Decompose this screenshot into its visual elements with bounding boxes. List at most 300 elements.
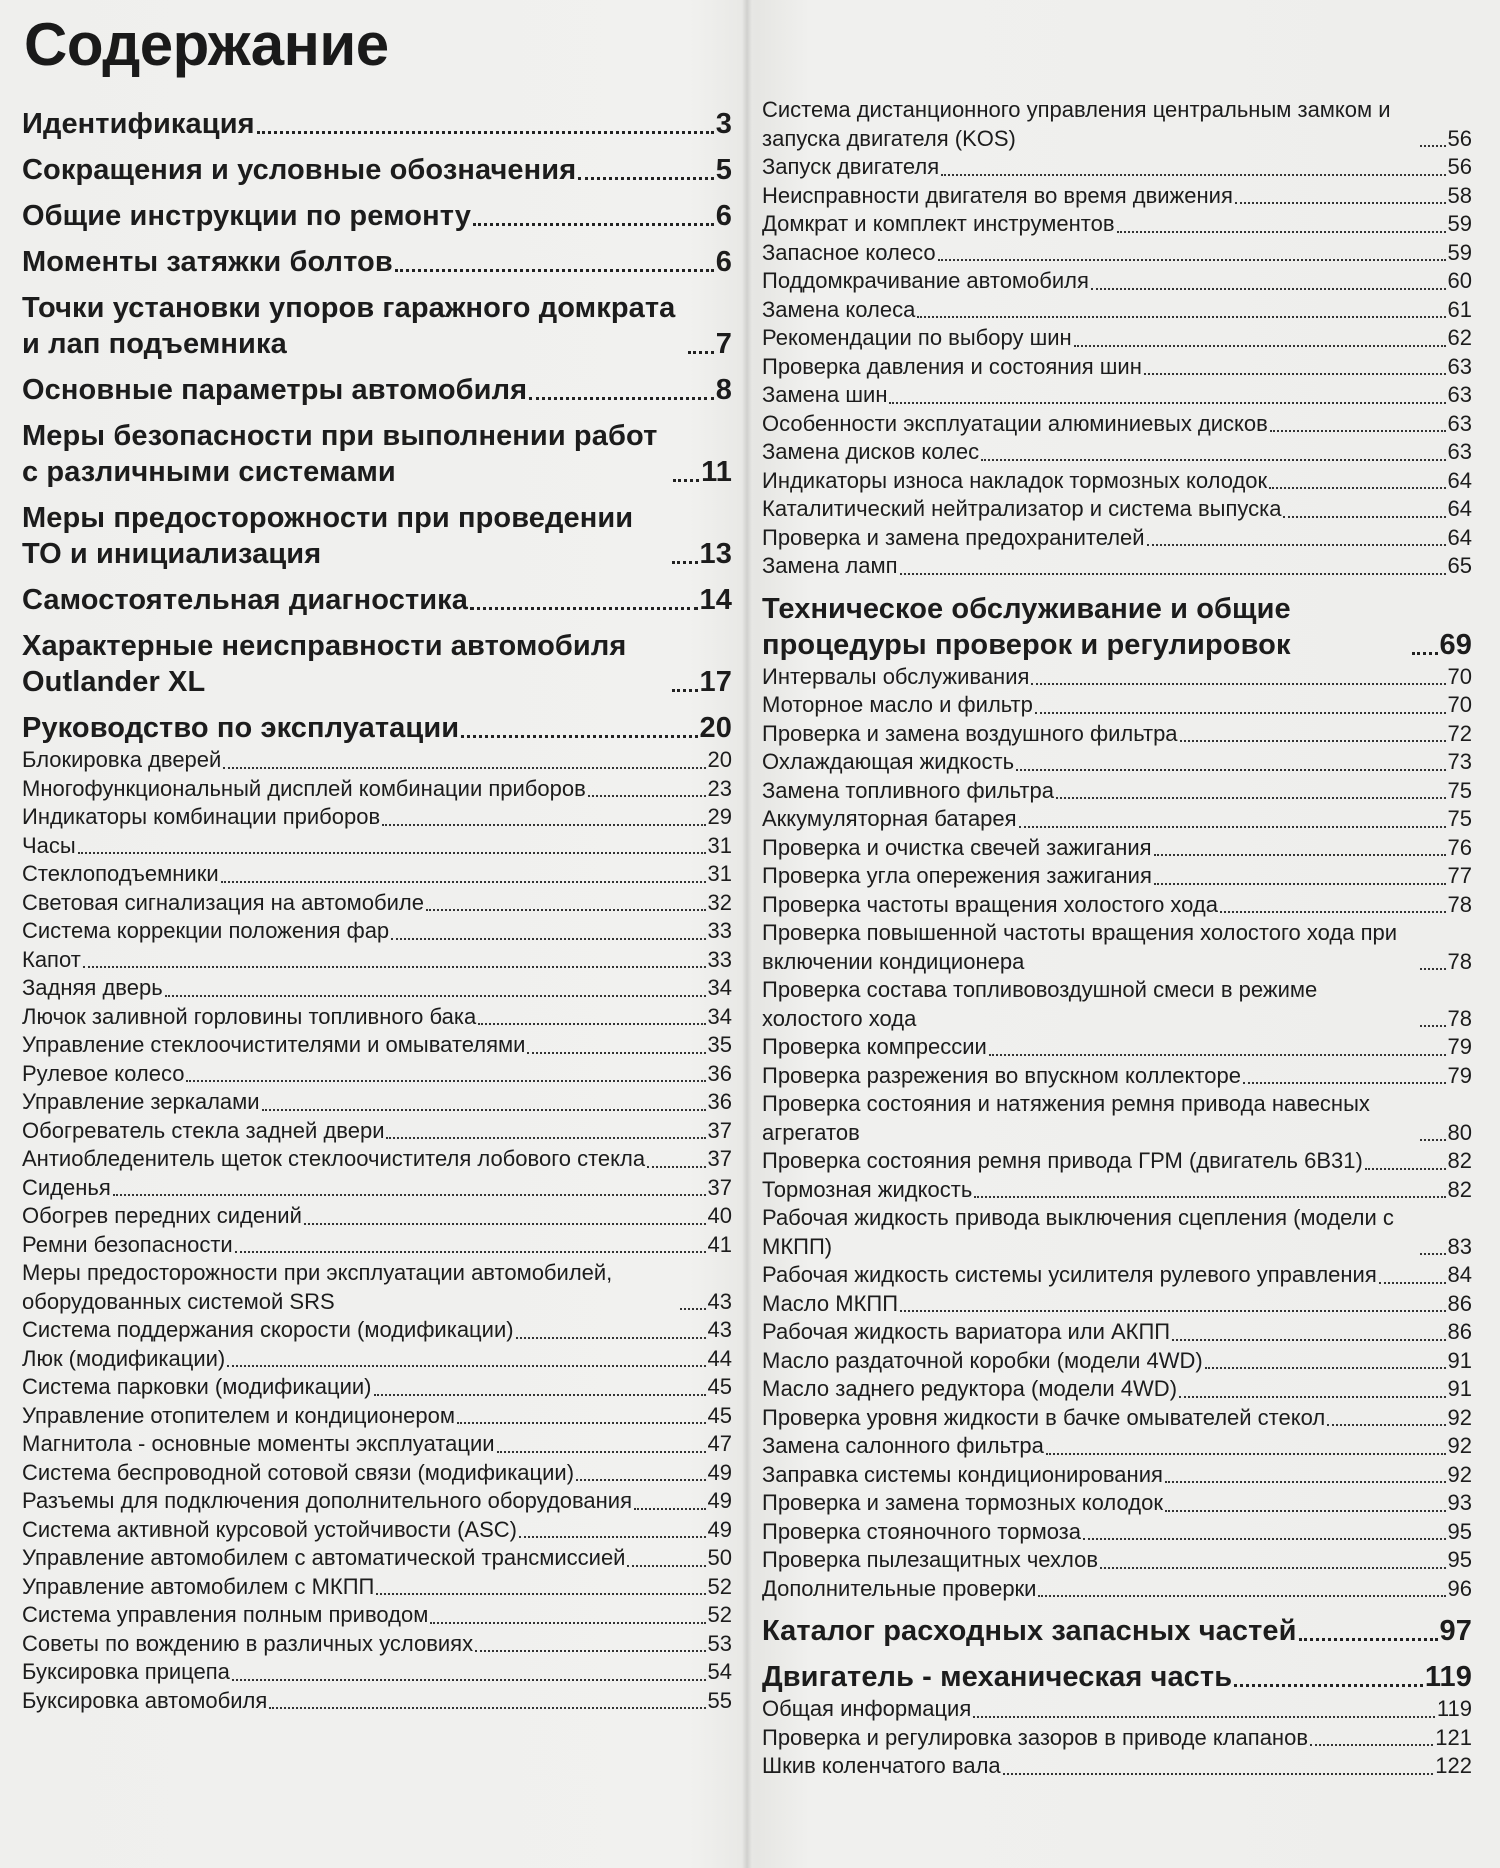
- toc-entry-title: Двигатель - механическая часть: [762, 1661, 1233, 1693]
- toc-page-number: 56: [1447, 125, 1472, 151]
- toc-page-number: 44: [707, 1345, 732, 1371]
- dot-leader: [1234, 1683, 1423, 1687]
- toc-entry-title: Проверка состояния ремня привода ГРМ (двигатель 6B31): [762, 1148, 1363, 1173]
- toc-entry: [22, 889, 732, 918]
- toc-entry-title: Техническое обслуживание и общие процедуры проверок и регулировок: [762, 592, 1291, 661]
- toc-entry-title: Блокировка дверей: [22, 747, 222, 772]
- dot-leader: [1220, 910, 1446, 913]
- toc-page-number: 78: [1447, 1005, 1472, 1031]
- toc-entry: [22, 1430, 732, 1459]
- dot-leader: [1154, 853, 1446, 856]
- toc-entry-title: Советы по вождению в различных условиях: [22, 1630, 474, 1656]
- dot-leader: [1147, 543, 1446, 546]
- toc-entry: [22, 917, 732, 946]
- toc-page-number: 43: [707, 1288, 732, 1314]
- toc-entry-title: Неисправности двигателя во время движения: [762, 182, 1233, 208]
- toc-page-number: 36: [707, 1060, 732, 1086]
- toc-page-number: 52: [707, 1573, 732, 1599]
- dot-leader: [376, 1592, 705, 1595]
- toc-entry-title: Идентификация: [22, 108, 255, 140]
- dot-leader: [1420, 1024, 1446, 1027]
- toc-entry-title: Капот: [22, 946, 81, 972]
- dot-leader: [1172, 1338, 1445, 1341]
- toc-entry: [22, 1630, 732, 1659]
- dot-leader: [973, 1715, 1435, 1718]
- toc-entry: [22, 1373, 732, 1402]
- toc-section-entry: [762, 1659, 1472, 1695]
- toc-entry: [762, 891, 1472, 920]
- toc-entry-title: Замена салонного фильтра: [762, 1433, 1044, 1458]
- page-title: Содержание: [24, 11, 389, 78]
- toc-page-number: 83: [1447, 1233, 1472, 1259]
- toc-page-number: 79: [1447, 1034, 1472, 1059]
- toc-page-number: 96: [1447, 1575, 1472, 1601]
- toc-entry: [762, 1752, 1472, 1781]
- toc-entry-title: Система беспроводной сотовой связи (модификации): [22, 1459, 575, 1485]
- toc-entry: [762, 296, 1472, 325]
- dot-leader: [900, 1309, 1446, 1312]
- dot-leader: [430, 1621, 705, 1624]
- toc-page-number: 17: [699, 666, 732, 698]
- toc-section-entry: [22, 106, 732, 142]
- toc-left-column: [22, 96, 732, 1715]
- toc-entry-title: Замена колеса: [762, 296, 916, 322]
- toc-entry: [762, 691, 1472, 720]
- toc-entry-title: Запасное колесо: [762, 239, 936, 265]
- toc-page-number: 41: [707, 1231, 732, 1257]
- toc-entry-title: Проверка состава топливовоздушной смеси в режиме холостого хода: [762, 977, 1318, 1031]
- toc-page-number: 63: [1447, 353, 1472, 379]
- dot-leader: [519, 1535, 706, 1538]
- toc-page-number: 23: [707, 775, 732, 801]
- toc-page-number: 5: [715, 154, 732, 186]
- toc-entry-title: Замена ламп: [762, 553, 898, 578]
- toc-entry-title: Рабочая жидкость привода выключения сцепления (модели с МКПП): [762, 1205, 1394, 1259]
- dot-leader: [680, 1307, 706, 1310]
- toc-entry: [762, 381, 1472, 410]
- toc-page-number: 59: [1447, 211, 1472, 236]
- dot-leader: [83, 965, 706, 968]
- toc-entry-title: Проверка разрежения во впускном коллекторе: [762, 1062, 1241, 1088]
- dot-leader: [1038, 1594, 1445, 1597]
- dot-leader: [1154, 882, 1446, 885]
- toc-entry: [762, 1176, 1472, 1205]
- dot-leader: [232, 1678, 706, 1681]
- toc-entry: [762, 495, 1472, 524]
- toc-entry-title: Интервалы обслуживания: [762, 663, 1030, 689]
- dot-leader: [588, 794, 706, 797]
- dot-leader: [634, 1507, 706, 1510]
- toc-section-entry: [762, 591, 1472, 663]
- dot-leader: [647, 1165, 705, 1168]
- toc-entry: [22, 1487, 732, 1516]
- toc-entry: [22, 1003, 732, 1032]
- dot-leader: [1100, 1566, 1445, 1569]
- dot-leader: [1299, 1637, 1438, 1641]
- toc-entry-title: Проверка и очистка свечей зажигания: [762, 834, 1152, 860]
- toc-page-number: 50: [707, 1545, 732, 1570]
- toc-entry: [762, 1204, 1472, 1261]
- toc-entry: [22, 775, 732, 804]
- toc-entry-title: Основные параметры автомобиля: [22, 374, 528, 406]
- toc-section-entry: [22, 582, 732, 618]
- dot-leader: [470, 606, 698, 610]
- toc-entry: [762, 1318, 1472, 1347]
- toc-page-number: 32: [707, 889, 732, 915]
- toc-entry-title: Аккумуляторная батарея: [762, 806, 1017, 831]
- toc-entry-title: Рабочая жидкость вариатора или АКПП: [762, 1319, 1171, 1344]
- dot-leader: [1165, 1480, 1446, 1483]
- dot-leader: [1205, 1366, 1446, 1369]
- dot-leader: [672, 560, 698, 564]
- toc-entry-title: Магнитола - основные моменты эксплуатации: [22, 1431, 495, 1456]
- toc-page-number: 91: [1447, 1376, 1472, 1401]
- toc-entry: [22, 1544, 732, 1573]
- toc-entry: [762, 834, 1472, 863]
- toc-page-number: 33: [707, 918, 732, 943]
- toc-entry: [762, 805, 1472, 834]
- dot-leader: [223, 766, 705, 769]
- toc-page-number: 78: [1447, 948, 1472, 974]
- toc-entry: [762, 524, 1472, 553]
- dot-leader: [1083, 1537, 1446, 1540]
- toc-page-number: 75: [1447, 777, 1472, 803]
- dot-leader: [113, 1193, 706, 1196]
- toc-entry: [22, 1316, 732, 1345]
- toc-entry-title: Рекомендации по выбору шин: [762, 325, 1072, 350]
- toc-entry: [762, 552, 1472, 581]
- toc-entry-title: Проверка и регулировка зазоров в приводе клапанов: [762, 1724, 1309, 1750]
- dot-leader: [426, 908, 706, 911]
- toc-entry-title: Меры безопасности при выполнении работ с различными системами: [22, 420, 658, 488]
- toc-entry-title: Индикаторы комбинации приборов: [22, 804, 381, 829]
- toc-page-number: 37: [707, 1117, 732, 1143]
- toc-entry-title: Система управления полным приводом: [22, 1602, 429, 1627]
- toc-entry: [762, 1461, 1472, 1490]
- toc-section-entry: [22, 628, 732, 700]
- toc-entry-title: Замена шин: [762, 382, 888, 407]
- dot-leader: [1046, 1452, 1446, 1455]
- toc-page-number: 63: [1447, 382, 1472, 407]
- toc-entry: [762, 976, 1472, 1033]
- toc-entry: [762, 239, 1472, 268]
- toc-entry: [22, 1459, 732, 1488]
- dot-leader: [304, 1222, 706, 1225]
- toc-entry-title: Антиобледенитель щеток стеклоочистителя лобового стекла: [22, 1146, 646, 1171]
- toc-page-number: 20: [707, 747, 732, 772]
- dot-leader: [461, 734, 697, 738]
- dot-leader: [227, 1364, 705, 1367]
- toc-entry-title: Проверка компрессии: [762, 1034, 987, 1059]
- toc-page-number: 52: [707, 1602, 732, 1627]
- dot-leader: [386, 1136, 705, 1139]
- toc-entry-title: Управление автомобилем с МКПП: [22, 1573, 375, 1599]
- toc-entry-title: Рабочая жидкость системы усилителя рулевого управления: [762, 1262, 1377, 1287]
- toc-entry: [762, 410, 1472, 439]
- toc-page-number: 70: [1447, 663, 1472, 689]
- toc-page-number: 29: [707, 804, 732, 829]
- toc-page-number: 63: [1447, 410, 1472, 436]
- dot-leader: [269, 1706, 705, 1709]
- toc-section-entry: [22, 290, 732, 362]
- toc-page-number: 75: [1447, 806, 1472, 831]
- toc-page-number: 119: [1424, 1661, 1472, 1693]
- toc-entry-title: Система поддержания скорости (модификации): [22, 1317, 514, 1342]
- toc-page-number: 79: [1447, 1062, 1472, 1088]
- toc-page-number: 122: [1435, 1753, 1472, 1778]
- dot-leader: [1180, 739, 1446, 742]
- toc-entry-title: Замена дисков колес: [762, 439, 980, 464]
- toc-page-number: 64: [1447, 524, 1472, 550]
- toc-entry: [762, 777, 1472, 806]
- toc-entry: [22, 1031, 732, 1060]
- toc-entry-title: Замена топливного фильтра: [762, 777, 1054, 803]
- toc-page-number: 86: [1447, 1319, 1472, 1344]
- toc-page-number: 45: [707, 1374, 732, 1399]
- toc-entry: [22, 1088, 732, 1117]
- toc-page-number: 55: [707, 1687, 732, 1713]
- toc-page-number: 47: [707, 1431, 732, 1456]
- dot-leader: [672, 688, 698, 692]
- dot-leader: [1035, 711, 1446, 714]
- toc-entry: [762, 1489, 1472, 1518]
- toc-entry: [22, 832, 732, 861]
- dot-leader: [1074, 344, 1446, 347]
- dot-leader: [186, 1079, 705, 1082]
- dot-leader: [981, 458, 1445, 461]
- toc-entry-title: Тормозная жидкость: [762, 1176, 973, 1202]
- toc-page-number: 77: [1447, 863, 1472, 888]
- toc-entry: [22, 1174, 732, 1203]
- toc-entry: [22, 1117, 732, 1146]
- toc-entry-title: Система активной курсовой устойчивости (ASC): [22, 1516, 517, 1542]
- toc-entry-title: Проверка повышенной частоты вращения холостого хода при включении кондиционера: [762, 920, 1398, 974]
- toc-section-entry: [22, 244, 732, 280]
- toc-page-number: 49: [707, 1459, 732, 1485]
- toc-page-number: 53: [707, 1630, 732, 1656]
- dot-leader: [673, 478, 699, 482]
- toc-entry: [22, 1658, 732, 1687]
- toc-page-number: 34: [707, 1003, 732, 1029]
- toc-page-number: 72: [1447, 720, 1472, 746]
- toc-entry: [762, 663, 1472, 692]
- toc-entry: [762, 324, 1472, 353]
- dot-leader: [576, 1478, 705, 1481]
- toc-page-number: 93: [1447, 1490, 1472, 1515]
- toc-entry-title: Сиденья: [22, 1174, 111, 1200]
- dot-leader: [1243, 1081, 1446, 1084]
- toc-entry-title: Рулевое колесо: [22, 1060, 185, 1086]
- toc-entry: [22, 1259, 732, 1316]
- toc-entry: [762, 353, 1472, 382]
- toc-entry-title: Проверка состояния и натяжения ремня привода навесных агрегатов: [762, 1091, 1370, 1145]
- dot-leader: [497, 1450, 706, 1453]
- toc-entry: [22, 1060, 732, 1089]
- toc-entry-title: Домкрат и комплект инструментов: [762, 211, 1115, 236]
- dot-leader: [374, 1393, 706, 1396]
- toc-page-number: 63: [1447, 439, 1472, 464]
- toc-page-number: 92: [1447, 1404, 1472, 1430]
- toc-entry: [762, 1062, 1472, 1091]
- toc-entry: [762, 467, 1472, 496]
- toc-entry: [762, 96, 1472, 153]
- toc-entry: [22, 1202, 732, 1231]
- toc-page-number: 70: [1447, 692, 1472, 717]
- toc-page-number: 86: [1447, 1290, 1472, 1316]
- dot-leader: [1031, 682, 1445, 685]
- toc-entry: [762, 1695, 1472, 1724]
- toc-entry: [762, 1147, 1472, 1176]
- toc-entry: [762, 438, 1472, 467]
- toc-entry: [762, 1575, 1472, 1604]
- toc-entry-title: Проверка и замена воздушного фильтра: [762, 720, 1178, 746]
- toc-page-number: 11: [701, 456, 732, 488]
- toc-page-number: 119: [1436, 1696, 1472, 1721]
- toc-entry-title: Проверка и замена тормозных колодок: [762, 1490, 1163, 1515]
- toc-page-number: 78: [1447, 891, 1472, 917]
- dot-leader: [989, 1053, 1446, 1056]
- toc-entry: [22, 946, 732, 975]
- toc-entry-title: Проверка пылезащитных чехлов: [762, 1547, 1099, 1572]
- toc-entry: [762, 1546, 1472, 1575]
- toc-page-number: 54: [707, 1659, 732, 1684]
- toc-page-number: 82: [1447, 1176, 1472, 1202]
- toc-entry: [22, 1231, 732, 1260]
- toc-entry-title: Управление автомобилем с автоматической трансмиссией: [22, 1545, 626, 1570]
- dot-leader: [1283, 515, 1445, 518]
- toc-entry-title: Часы: [22, 832, 76, 858]
- dot-leader: [1269, 486, 1445, 489]
- toc-entry: [762, 1347, 1472, 1376]
- toc-entry-title: Многофункциональный дисплей комбинации приборов: [22, 775, 586, 801]
- toc-entry: [762, 1090, 1472, 1147]
- dot-leader: [917, 315, 1445, 318]
- toc-entry-title: Индикаторы износа накладок тормозных колодок: [762, 467, 1268, 493]
- toc-entry-title: Заправка системы кондиционирования: [762, 1461, 1163, 1487]
- toc-right-column: [762, 96, 1472, 1781]
- toc-page-number: 76: [1447, 834, 1472, 860]
- dot-leader: [688, 350, 714, 354]
- toc-entry-title: Масло МКПП: [762, 1290, 899, 1316]
- toc-entry: [22, 974, 732, 1003]
- dot-leader: [1420, 967, 1446, 970]
- toc-section-entry: [22, 152, 732, 188]
- dot-leader: [889, 401, 1445, 404]
- toc-entry: [762, 1724, 1472, 1753]
- toc-page-number: 95: [1447, 1518, 1472, 1544]
- toc-page-number: 92: [1447, 1461, 1472, 1487]
- toc-page-number: 13: [699, 538, 732, 570]
- toc-entry-title: Система парковки (модификации): [22, 1374, 372, 1399]
- toc-entry-title: Особенности эксплуатации алюминиевых дисков: [762, 410, 1268, 436]
- dot-leader: [938, 258, 1446, 261]
- toc-entry: [762, 1518, 1472, 1547]
- toc-entry: [762, 210, 1472, 239]
- toc-page-number: 33: [707, 946, 732, 972]
- toc-entry-title: Проверка и замена предохранителей: [762, 524, 1145, 550]
- toc-entry-title: Общая информация: [762, 1696, 972, 1721]
- toc-page-number: 82: [1447, 1148, 1472, 1173]
- dot-leader: [1365, 1167, 1446, 1170]
- toc-entry: [762, 267, 1472, 296]
- toc-page-number: 3: [715, 108, 732, 140]
- toc-page-number: 80: [1447, 1119, 1472, 1145]
- dot-leader: [1270, 429, 1446, 432]
- toc-page-number: 31: [707, 832, 732, 858]
- toc-page-number: 84: [1447, 1262, 1472, 1287]
- toc-section-entry: [762, 1613, 1472, 1649]
- toc-page-number: 65: [1447, 553, 1472, 578]
- toc-entry-title: Проверка давления и состояния шин: [762, 353, 1142, 379]
- toc-entry-title: Масло раздаточной коробки (модели 4WD): [762, 1347, 1203, 1373]
- toc-section-entry: [22, 198, 732, 234]
- toc-page-number: 64: [1447, 496, 1472, 521]
- dot-leader: [1420, 1252, 1446, 1255]
- toc-page-number: 6: [715, 246, 732, 278]
- toc-page-number: 61: [1447, 296, 1472, 322]
- dot-leader: [516, 1336, 706, 1339]
- dot-leader: [1235, 201, 1446, 204]
- toc-page-number: 121: [1435, 1724, 1472, 1750]
- toc-entry: [22, 1601, 732, 1630]
- toc-page-number: 6: [715, 200, 732, 232]
- dot-leader: [235, 1250, 706, 1253]
- toc-entry: [22, 1145, 732, 1174]
- toc-entry-title: Обогреватель стекла задней двери: [22, 1117, 385, 1143]
- toc-section-entry: [22, 500, 732, 572]
- dot-leader: [1144, 372, 1446, 375]
- toc-page-number: 95: [1447, 1547, 1472, 1572]
- toc-entry-title: Разъемы для подключения дополнительного оборудования: [22, 1488, 633, 1513]
- dot-leader: [475, 1649, 705, 1652]
- toc-entry: [762, 862, 1472, 891]
- toc-entry: [762, 748, 1472, 777]
- toc-entry-title: Охлаждающая жидкость: [762, 749, 1015, 774]
- toc-page-number: 49: [707, 1516, 732, 1542]
- toc-entry-title: Система дистанционного управления центральным замком и запуска двигателя (KOS): [762, 97, 1391, 151]
- toc-entry: [22, 1516, 732, 1545]
- toc-page-number: 45: [707, 1402, 732, 1428]
- toc-page-number: 8: [715, 374, 732, 406]
- toc-entry-title: Ремни безопасности: [22, 1231, 233, 1257]
- toc-entry: [22, 746, 732, 775]
- toc-entry-title: Система коррекции положения фар: [22, 918, 390, 943]
- dot-leader: [391, 937, 705, 940]
- dot-leader: [900, 572, 1446, 575]
- dot-leader: [1117, 230, 1446, 233]
- toc-page-number: 56: [1447, 154, 1472, 179]
- toc-page-number: 35: [707, 1032, 732, 1057]
- dot-leader: [262, 1108, 706, 1111]
- toc-entry-title: Обогрев передних сидений: [22, 1203, 302, 1228]
- toc-page-number: 7: [715, 328, 732, 360]
- toc-entry-title: Запуск двигателя: [762, 154, 940, 179]
- dot-leader: [1379, 1281, 1446, 1284]
- toc-entry: [762, 919, 1472, 976]
- toc-entry-title: Лючок заливной горловины топливного бака: [22, 1003, 477, 1029]
- toc-entry: [762, 1290, 1472, 1319]
- toc-entry: [22, 1573, 732, 1602]
- toc-entry-title: Стеклоподъемники: [22, 861, 219, 886]
- toc-entry-title: Сокращения и условные обозначения: [22, 154, 577, 186]
- toc-page-number: 40: [707, 1203, 732, 1228]
- toc-page-number: 20: [699, 712, 732, 744]
- dot-leader: [529, 396, 714, 400]
- toc-page-number: 37: [707, 1174, 732, 1200]
- toc-page-number: 36: [707, 1089, 732, 1114]
- toc-section-entry: [22, 710, 732, 746]
- toc-entry: [762, 1404, 1472, 1433]
